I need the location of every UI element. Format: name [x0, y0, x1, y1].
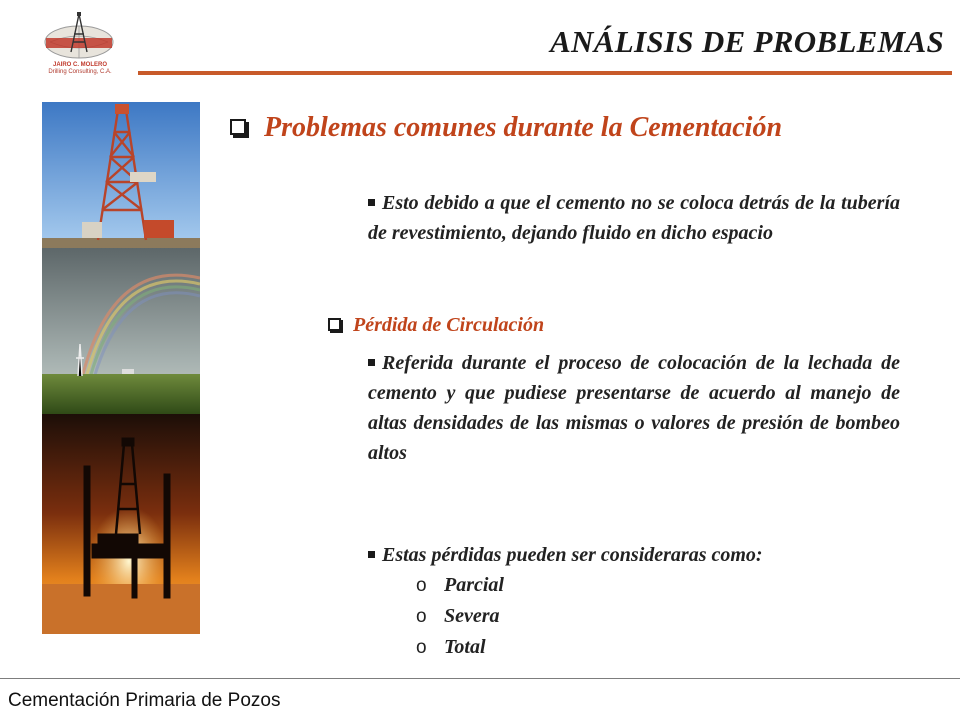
- loss-types-list: [416, 570, 504, 663]
- subheading-text: Pérdida de Circulación: [353, 314, 545, 336]
- list-item: [416, 601, 504, 632]
- section-heading-text: Problemas comunes durante la Cementación: [264, 112, 783, 143]
- paragraph-cement-placement: [368, 188, 900, 248]
- logo-subtitle: Drilling Consulting, C.A.: [48, 69, 112, 75]
- list-item: [416, 632, 504, 663]
- section-heading: [230, 112, 782, 144]
- list-item-text: Parcial: [444, 574, 504, 596]
- circle-bullet: o: [416, 575, 427, 596]
- subheading-circulation-loss: [328, 314, 544, 337]
- square-bullet-icon: [368, 199, 375, 206]
- checkbox-bullet-icon: [230, 119, 246, 135]
- paragraph-cement-placement-text: Esto debido a que el cemento no se coloca detrás de la tubería de revestimiento, dejando fluido en dicho espacio: [368, 192, 900, 244]
- square-bullet-icon: [368, 359, 375, 366]
- circle-bullet: o: [416, 637, 427, 658]
- title-divider: [138, 71, 952, 75]
- paragraph-loss-types-text: Estas pérdidas pueden ser consideraras como:: [382, 544, 763, 566]
- list-item-text: Severa: [444, 605, 500, 627]
- company-logo: [38, 12, 120, 75]
- logo-name: JAIRO C. MOLERO: [52, 62, 107, 68]
- photo-offshore-sunset: [42, 414, 200, 634]
- paragraph-loss-types: [368, 540, 900, 570]
- photo-rainbow-field: [42, 248, 200, 414]
- square-bullet-icon: [368, 551, 375, 558]
- photo-drilling-rig: [42, 102, 200, 248]
- list-item: [416, 570, 504, 601]
- paragraph-slurry-placement-text: Referida durante el proceso de colocación de la lechada de cemento y que pudiese presentarse de acuerdo al manejo de altas densidades de las mismas o valores de presión de bombeo altos: [368, 352, 900, 464]
- footer-divider: [0, 678, 960, 679]
- checkbox-bullet-icon: [328, 318, 341, 331]
- slide-title: ANÁLISIS DE PROBLEMAS: [550, 24, 944, 59]
- list-item-text: Total: [444, 636, 486, 658]
- footer-text: Cementación Primaria de Pozos: [8, 690, 281, 711]
- paragraph-slurry-placement: [368, 348, 900, 468]
- circle-bullet: o: [416, 606, 427, 627]
- derrick-globe-logo-icon: [38, 12, 120, 62]
